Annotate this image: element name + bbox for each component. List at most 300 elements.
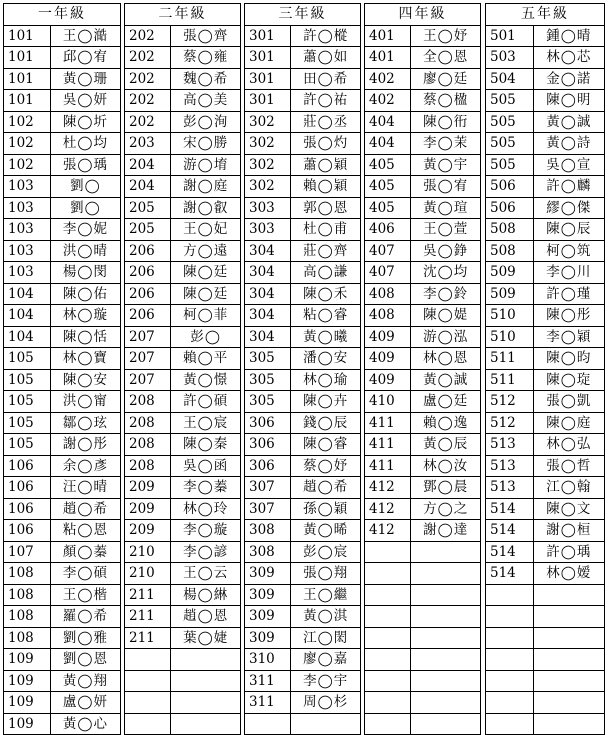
class-number: 401: [365, 25, 411, 47]
class-number: 209: [125, 477, 171, 499]
table-row: [486, 584, 605, 606]
student-name: 繆◯傑: [533, 197, 604, 219]
student-name: 許◯祐: [291, 90, 361, 112]
student-name: 楊◯閔: [50, 262, 120, 284]
table-row: [365, 455, 481, 477]
student-name: 鄒◯玹: [50, 412, 120, 434]
table-row: [4, 692, 121, 714]
table-row: [4, 670, 121, 692]
table-row: [125, 111, 241, 133]
student-name: 盧◯妍: [50, 692, 120, 714]
class-number: 206: [125, 305, 171, 327]
table-row: [125, 47, 241, 69]
table-row: [365, 606, 481, 628]
table-row: [245, 520, 361, 542]
student-name: 陳◯庭: [533, 412, 604, 434]
grade-table: [244, 3, 361, 735]
class-number: 309: [245, 584, 291, 606]
student-name: 陳◯安: [50, 369, 120, 391]
table-row: [125, 197, 241, 219]
student-name: 廖◯嘉: [291, 649, 361, 671]
table-row: [245, 47, 361, 69]
table-row: [365, 520, 481, 542]
class-number: 305: [245, 391, 291, 413]
student-name: 盧◯廷: [411, 391, 481, 413]
table-row: [245, 606, 361, 628]
class-number: 511: [486, 369, 534, 391]
table-row: [245, 219, 361, 241]
student-name: 劉◯雅: [50, 627, 120, 649]
class-number: 306: [245, 412, 291, 434]
class-number: 412: [365, 520, 411, 542]
student-name: 許◯瑀: [533, 541, 604, 563]
student-name: 許◯瑾: [533, 283, 604, 305]
table-row: [125, 305, 241, 327]
class-number: 205: [125, 197, 171, 219]
student-name: 葉◯婕: [171, 627, 241, 649]
class-number: 307: [245, 477, 291, 499]
student-name: 謝◯叡: [171, 197, 241, 219]
student-name: 張◯齊: [171, 25, 241, 47]
table-row: [486, 541, 605, 563]
student-name: 顏◯蓁: [50, 541, 120, 563]
class-number: 210: [125, 563, 171, 585]
table-row: [4, 434, 121, 456]
table-row: [245, 563, 361, 585]
table-row: [4, 627, 121, 649]
class-number: 303: [245, 197, 291, 219]
student-name: 蔡◯楹: [411, 90, 481, 112]
student-name: [411, 584, 481, 606]
class-number: 103: [4, 219, 51, 241]
student-name: 劉◯: [50, 176, 120, 198]
student-name: 高◯美: [171, 90, 241, 112]
class-number: 109: [4, 670, 51, 692]
class-number: 404: [365, 133, 411, 155]
class-number: 207: [125, 326, 171, 348]
table-row: [365, 283, 481, 305]
table-row: [4, 649, 121, 671]
class-number: 304: [245, 283, 291, 305]
table-row: [486, 434, 605, 456]
student-name: 王◯澔: [50, 25, 120, 47]
table-row: [245, 25, 361, 47]
table-row: [125, 326, 241, 348]
class-number: 104: [4, 326, 51, 348]
table-row: [486, 713, 605, 735]
class-number: 404: [365, 111, 411, 133]
class-number: [125, 713, 171, 735]
table-row: [486, 477, 605, 499]
student-name: 游◯堉: [171, 154, 241, 176]
student-name: 彭◯宸: [291, 541, 361, 563]
table-row: [245, 412, 361, 434]
class-number: 411: [365, 434, 411, 456]
class-number: 309: [245, 627, 291, 649]
table-row: [486, 47, 605, 69]
class-number: 306: [245, 434, 291, 456]
class-number: [486, 670, 534, 692]
table-row: [125, 25, 241, 47]
student-name: 宋◯勝: [171, 133, 241, 155]
student-name: 黃◯誠: [411, 369, 481, 391]
table-row: [365, 541, 481, 563]
class-number: [486, 692, 534, 714]
class-number: 512: [486, 412, 534, 434]
table-row: [125, 240, 241, 262]
class-number: 303: [245, 219, 291, 241]
class-number: 506: [486, 197, 534, 219]
table-row: [4, 262, 121, 284]
table-row: [486, 520, 605, 542]
student-name: 吳◯函: [171, 455, 241, 477]
class-number: 108: [4, 584, 51, 606]
table-row: [486, 283, 605, 305]
student-name: 黃◯憬: [171, 369, 241, 391]
class-number: 401: [365, 47, 411, 69]
table-row: [4, 305, 121, 327]
table-row: [4, 154, 121, 176]
table-row: [486, 391, 605, 413]
student-name: 張◯翔: [291, 563, 361, 585]
student-name: 林◯芯: [533, 47, 604, 69]
table-row: [245, 369, 361, 391]
student-name: [533, 584, 604, 606]
class-number: 101: [4, 25, 51, 47]
student-name: 許◯樅: [291, 25, 361, 47]
student-name: 林◯璇: [50, 305, 120, 327]
table-row: [125, 176, 241, 198]
table-row: [486, 455, 605, 477]
student-name: 魏◯希: [171, 68, 241, 90]
table-row: [365, 348, 481, 370]
table-row: [125, 262, 241, 284]
table-row: [125, 713, 241, 735]
table-row: [365, 627, 481, 649]
class-number: 106: [4, 477, 51, 499]
class-number: 210: [125, 541, 171, 563]
class-number: 202: [125, 90, 171, 112]
student-name: 林◯瑜: [291, 369, 361, 391]
table-row: [4, 606, 121, 628]
class-number: [486, 606, 534, 628]
class-number: 511: [486, 348, 534, 370]
student-name: 李◯碩: [50, 563, 120, 585]
student-name: 鄧◯晨: [411, 477, 481, 499]
table-row: [125, 606, 241, 628]
table-row: [486, 369, 605, 391]
class-number: 102: [4, 154, 51, 176]
student-name: 王◯妤: [411, 25, 481, 47]
student-name: [411, 606, 481, 628]
class-number: 211: [125, 584, 171, 606]
student-name: 邱◯宥: [50, 47, 120, 69]
class-number: 103: [4, 197, 51, 219]
class-number: 514: [486, 541, 534, 563]
student-name: [411, 692, 481, 714]
class-number: 101: [4, 47, 51, 69]
student-name: 陳◯衎: [411, 111, 481, 133]
student-name: [291, 713, 361, 735]
table-row: [486, 176, 605, 198]
class-number: 106: [4, 498, 51, 520]
table-row: [365, 670, 481, 692]
student-name: 吳◯錚: [411, 240, 481, 262]
student-name: 張◯灼: [291, 133, 361, 155]
table-row: [365, 434, 481, 456]
class-number: 106: [4, 455, 51, 477]
class-number: 412: [365, 477, 411, 499]
student-name: 黃◯誠: [533, 111, 604, 133]
class-number: [486, 584, 534, 606]
student-name: 李◯茉: [411, 133, 481, 155]
student-name: [533, 713, 604, 735]
student-name: 李◯諺: [171, 541, 241, 563]
student-name: 劉◯恩: [50, 649, 120, 671]
table-row: [486, 68, 605, 90]
student-name: 蔡◯雍: [171, 47, 241, 69]
class-number: 205: [125, 219, 171, 241]
table-row: [486, 219, 605, 241]
student-name: 李◯妮: [50, 219, 120, 241]
student-name: 洪◯甯: [50, 391, 120, 413]
table-row: [486, 326, 605, 348]
table-row: [245, 391, 361, 413]
student-name: 陳◯廷: [171, 283, 241, 305]
student-name: [533, 627, 604, 649]
table-row: [245, 713, 361, 735]
grade-table: [364, 3, 481, 735]
class-number: [365, 606, 411, 628]
class-number: 103: [4, 262, 51, 284]
student-name: [533, 670, 604, 692]
table-row: [125, 563, 241, 585]
class-number: 412: [365, 498, 411, 520]
table-row: [125, 498, 241, 520]
student-name: 劉◯: [50, 197, 120, 219]
class-number: 104: [4, 305, 51, 327]
student-name: 賴◯穎: [291, 176, 361, 198]
table-row: [4, 326, 121, 348]
table-row: [245, 692, 361, 714]
class-number: 308: [245, 541, 291, 563]
class-number: 505: [486, 90, 534, 112]
student-name: 王◯妃: [171, 219, 241, 241]
table-row: [245, 90, 361, 112]
student-name: 潘◯安: [291, 348, 361, 370]
table-row: [365, 692, 481, 714]
student-name: 王◯萱: [411, 219, 481, 241]
class-number: 211: [125, 606, 171, 628]
class-number: 101: [4, 90, 51, 112]
class-number: 202: [125, 47, 171, 69]
class-number: 204: [125, 154, 171, 176]
table-row: [4, 520, 121, 542]
grade-table: [3, 3, 121, 735]
student-name: 孫◯穎: [291, 498, 361, 520]
class-number: 411: [365, 412, 411, 434]
table-row: [245, 584, 361, 606]
student-name: 張◯哲: [533, 455, 604, 477]
table-row: [245, 477, 361, 499]
student-name: 黃◯珊: [50, 68, 120, 90]
student-name: 方◯之: [411, 498, 481, 520]
grade-title: 三年級: [245, 4, 361, 26]
table-row: [245, 627, 361, 649]
class-number: 105: [4, 412, 51, 434]
class-number: 208: [125, 412, 171, 434]
student-name: 趙◯希: [291, 477, 361, 499]
student-name: 黃◯宇: [411, 154, 481, 176]
student-name: [171, 692, 241, 714]
student-name: 李◯川: [533, 262, 604, 284]
student-name: 蔡◯妤: [291, 455, 361, 477]
table-row: [4, 68, 121, 90]
class-number: [245, 713, 291, 735]
student-name: 張◯瑀: [50, 154, 120, 176]
class-number: 509: [486, 262, 534, 284]
class-number: 108: [4, 606, 51, 628]
table-row: [4, 584, 121, 606]
class-number: 207: [125, 369, 171, 391]
class-number: 508: [486, 240, 534, 262]
table-row: [486, 133, 605, 155]
student-name: 陳◯禾: [291, 283, 361, 305]
table-row: [125, 584, 241, 606]
class-number: 409: [365, 348, 411, 370]
student-name: 柯◯筑: [533, 240, 604, 262]
student-name: 粘◯睿: [291, 305, 361, 327]
class-number: 302: [245, 176, 291, 198]
class-number: 407: [365, 240, 411, 262]
student-name: 陳◯彤: [533, 305, 604, 327]
table-row: [365, 391, 481, 413]
student-name: 周◯杉: [291, 692, 361, 714]
grade-title: 二年級: [125, 4, 241, 26]
student-name: 李◯穎: [533, 326, 604, 348]
class-number: 301: [245, 25, 291, 47]
student-name: [533, 606, 604, 628]
student-name: 陳◯昀: [533, 348, 604, 370]
student-name: 張◯宥: [411, 176, 481, 198]
table-row: [125, 369, 241, 391]
table-row: [125, 649, 241, 671]
class-number: 106: [4, 520, 51, 542]
student-name: 王◯云: [171, 563, 241, 585]
student-name: 羅◯希: [50, 606, 120, 628]
student-name: 林◯恩: [411, 348, 481, 370]
class-number: 304: [245, 326, 291, 348]
student-name: 謝◯彤: [50, 434, 120, 456]
table-row: [4, 283, 121, 305]
class-number: [486, 713, 534, 735]
table-row: [125, 391, 241, 413]
class-number: 311: [245, 692, 291, 714]
class-number: 109: [4, 692, 51, 714]
student-name: 吳◯宣: [533, 154, 604, 176]
student-name: 游◯泓: [411, 326, 481, 348]
table-row: [365, 262, 481, 284]
class-number: 302: [245, 154, 291, 176]
table-row: [365, 176, 481, 198]
class-roster: [3, 3, 605, 732]
student-name: 李◯璇: [171, 520, 241, 542]
table-row: [245, 434, 361, 456]
class-number: 505: [486, 133, 534, 155]
table-row: [245, 240, 361, 262]
table-row: [4, 133, 121, 155]
class-number: 309: [245, 606, 291, 628]
class-number: 301: [245, 90, 291, 112]
student-name: 黃◯淇: [291, 606, 361, 628]
student-name: 王◯楷: [50, 584, 120, 606]
table-row: [4, 369, 121, 391]
table-row: [245, 455, 361, 477]
grade-4-table: [364, 3, 481, 697]
class-number: 202: [125, 111, 171, 133]
student-name: 金◯諾: [533, 68, 604, 90]
class-number: 508: [486, 219, 534, 241]
student-name: [411, 627, 481, 649]
table-row: [486, 240, 605, 262]
table-row: [486, 649, 605, 671]
class-number: 505: [486, 154, 534, 176]
table-row: [245, 541, 361, 563]
student-name: 彭◯洵: [171, 111, 241, 133]
student-name: 柯◯菲: [171, 305, 241, 327]
class-number: 207: [125, 348, 171, 370]
table-row: [125, 412, 241, 434]
class-number: 402: [365, 90, 411, 112]
class-number: 102: [4, 133, 51, 155]
table-row: [245, 348, 361, 370]
table-row: [4, 219, 121, 241]
class-number: 103: [4, 240, 51, 262]
class-number: 405: [365, 154, 411, 176]
class-number: 206: [125, 283, 171, 305]
table-row: [365, 649, 481, 671]
class-number: [365, 649, 411, 671]
class-number: 109: [4, 649, 51, 671]
student-name: 李◯蓁: [171, 477, 241, 499]
class-number: 108: [4, 563, 51, 585]
table-row: [125, 477, 241, 499]
class-number: 504: [486, 68, 534, 90]
student-name: 謝◯達: [411, 520, 481, 542]
grade-2-table: [124, 3, 241, 697]
student-name: 廖◯廷: [411, 68, 481, 90]
table-row: [365, 111, 481, 133]
class-number: 102: [4, 111, 51, 133]
table-row: [125, 219, 241, 241]
student-name: 林◯弘: [533, 434, 604, 456]
student-name: 陳◯廷: [171, 262, 241, 284]
student-name: 王◯宸: [171, 412, 241, 434]
table-row: [486, 412, 605, 434]
student-name: 鍾◯晴: [533, 25, 604, 47]
table-row: [4, 477, 121, 499]
student-name: [411, 563, 481, 585]
student-name: 杜◯均: [50, 133, 120, 155]
student-name: 黃◯翔: [50, 670, 120, 692]
table-row: [4, 176, 121, 198]
student-name: 許◯碩: [171, 391, 241, 413]
class-number: 305: [245, 348, 291, 370]
class-number: [125, 692, 171, 714]
class-number: 402: [365, 68, 411, 90]
grade-1-table: [3, 3, 121, 732]
grade-table: [485, 3, 605, 735]
